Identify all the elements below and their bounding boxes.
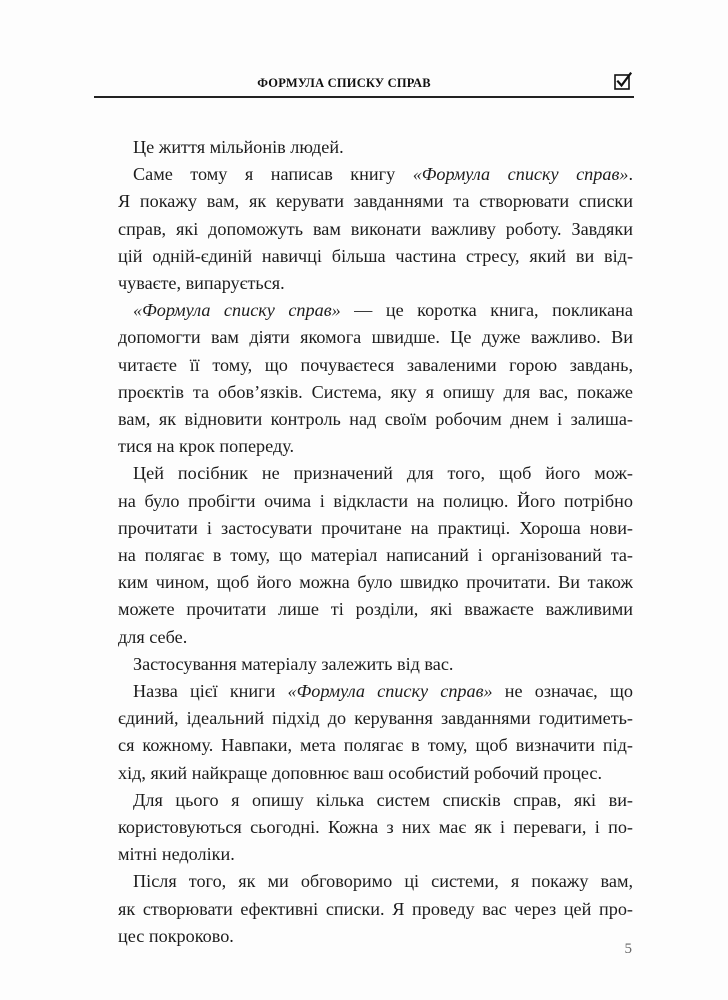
text-line: Для цього я опишу кілька систем списків справ, які ви- (133, 789, 633, 810)
text-line: ким чином, щоб його можна було швидко прочитати. Ви також (118, 572, 633, 593)
text-line (118, 297, 633, 324)
text-line: вам, як відновити контроль над своїм робочим днем і залиша- (118, 409, 633, 430)
text-line: тися на крок попереду. (118, 436, 295, 457)
text-line: читаєте її тому, що почуваєтеся заваленими горою завдань, (118, 354, 633, 375)
text-line: Застосування матеріалу залежить від вас. (133, 653, 454, 674)
text-run: . (628, 164, 633, 185)
text-run: — це коротка книга, покликана (340, 300, 633, 321)
paragraph (118, 678, 633, 787)
book-title-italic: «Формула списку справ» (412, 164, 629, 185)
text-line: цій одній-єдиній навичці більша частина стресу, який ви від- (118, 245, 633, 266)
page-number: 5 (624, 941, 632, 957)
text-line: прочитати і застосувати прочитане на практиці. Хороша нови- (118, 517, 633, 538)
text-line: для себе. (118, 626, 188, 647)
text-line: справ, які допоможуть вам виконати важливу роботу. Завдяки (118, 218, 633, 239)
text-line (118, 161, 633, 188)
text-line: допомогти вам діяти якомога швидше. Це дуже важливо. Ви (118, 327, 633, 348)
text-line: мітні недоліки. (118, 844, 235, 865)
text-run: Саме тому я написав книгу (133, 164, 413, 185)
text-line: єдиний, ідеальний підхід до керування завданнями годитиметь- (118, 708, 633, 729)
text-line: цес покроково. (118, 925, 234, 946)
text-line: на полягає в тому, що матеріал написаний і організований та- (118, 545, 633, 566)
text-line: Це життя мільйонів людей. (133, 137, 344, 157)
text-line: хід, який найкраще доповнює ваш особистий робочий процес. (118, 762, 603, 783)
paragraph (118, 651, 633, 678)
paragraph (118, 161, 633, 297)
paragraph (118, 787, 633, 869)
text-line: проєктів та обов’язків. Система, яку я опишу для вас, покаже (118, 381, 633, 402)
text-line: чуваєте, випарується. (118, 273, 285, 294)
text-line: Після того, як ми обговоримо ці системи, я покажу вам, (133, 871, 633, 892)
checkbox-checked-icon (614, 72, 632, 90)
text-line: можете прочитати лише ті розділи, які вважаєте важливими (118, 599, 633, 620)
book-title-italic: «Формула списку справ» (133, 300, 341, 321)
paragraph (118, 297, 633, 460)
paragraph (118, 460, 633, 650)
paragraph (118, 134, 633, 161)
text-line: Я покажу вам, як керувати завданнями та створювати списки (118, 191, 633, 212)
text-line: ся кожному. Навпаки, мета полягає в тому, щоб визначити під- (118, 735, 633, 756)
running-header (94, 72, 634, 94)
header-rule (94, 96, 634, 98)
text-run: не означає, що (492, 681, 633, 702)
text-line (118, 678, 633, 705)
text-line: користовуються сьогодні. Кожна з них має як і переваги, і по- (118, 817, 633, 838)
chapter-text (118, 134, 633, 950)
book-title-italic: «Формула списку справ» (287, 681, 493, 702)
text-line: Цей посібник не призначений для того, щоб його мож- (133, 463, 633, 484)
text-line: на було пробігти очима і відкласти на полицю. Його потрібно (118, 490, 633, 511)
text-line: як створювати ефективні списки. Я проведу вас через цей про- (118, 898, 633, 919)
text-run: Назва цієї книги (133, 681, 288, 702)
running-title: ФОРМУЛА СПИСКУ СПРАВ (257, 76, 431, 90)
paragraph (118, 868, 633, 950)
